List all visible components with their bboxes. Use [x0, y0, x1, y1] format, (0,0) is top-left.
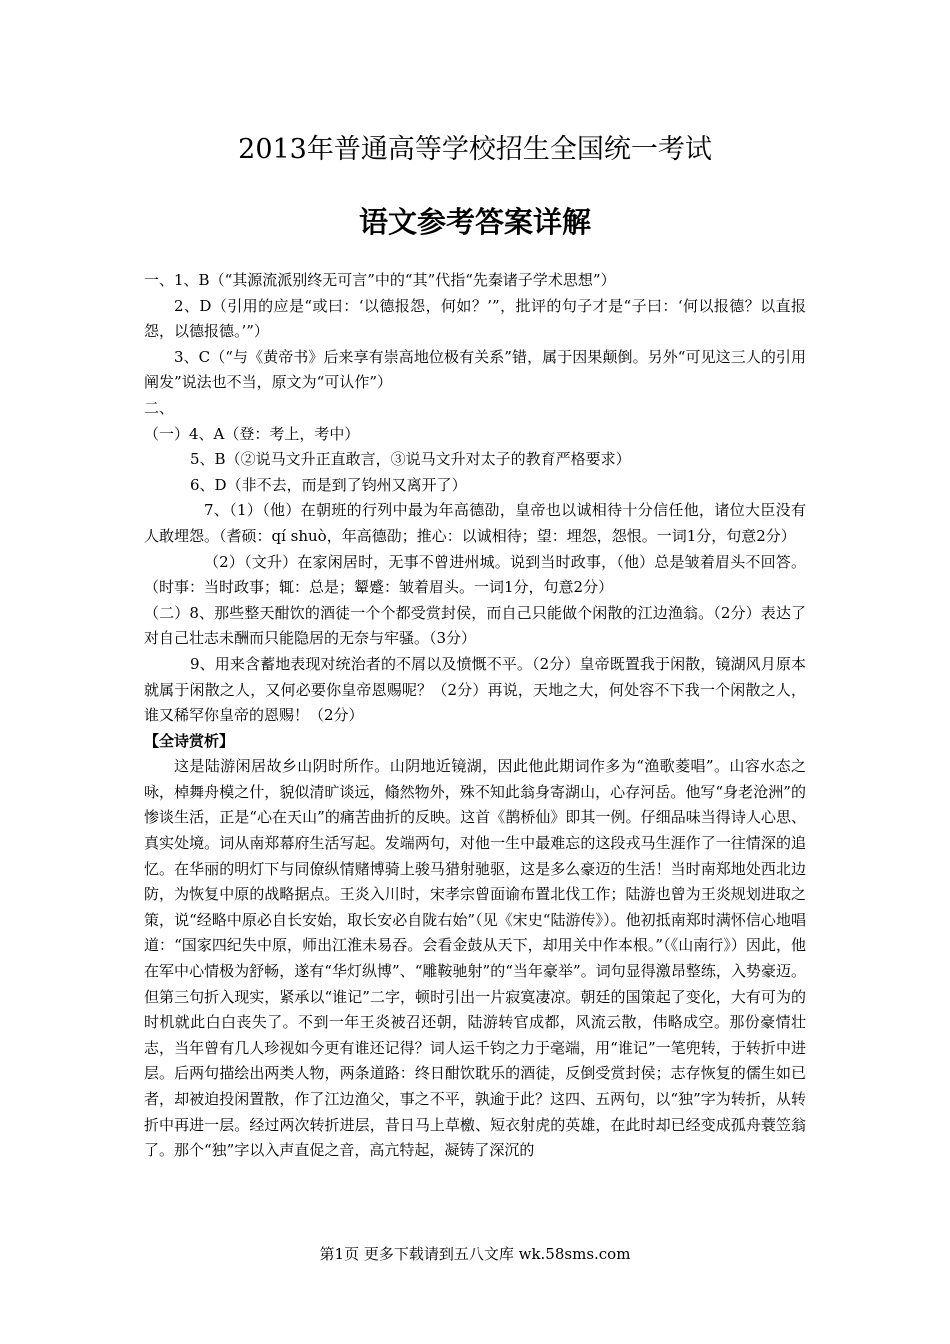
appreciation-heading: 【全诗赏析】 — [144, 731, 235, 750]
answer-1: 一、1、B（“其源流派别终无可言”中的“其”代指“先秦诸子学术思想”） — [144, 271, 616, 289]
answer-9: 9、用来含蓄地表现对统治者的不屑以及愤慨不平。（2分）皇帝既置我于闲散，镜湖风月原本就属于闲散之人，又何必要你皇帝恩赐呢？（2分）再说，天地之大，何处容不下我一个闲散之人，谁又稀罕你皇帝的恩赐！（2分） — [144, 654, 806, 725]
appreciation-text: 这是陆游闲居故乡山阴时所作。山阴地近镜湖，因此他此期词作多为“渔歌菱唱”。山容水态之咏，棹舞舟模之什，貌似清旷谈远，翛然物外，殊不知此翁身寄湖山，心存河岳。他写“身老沧洲”的惨谈生活，正是“心在天山”的痛苦曲折的反映。这首《鹊桥仙》即其一例。仔细品味当得诗人心思、真实处境。词从南郑幕府生活写起。发端两句，对他一生中最难忘的这段戎马生涯作了一往情深的追忆。在华丽的明灯下与同僚纵情赌博骑上骏马猎射驰驱，这是多么豪迈的生活！当时南郑地处西北边防，为恢复中原的战略据点。王炎入川时，宋孝宗曾面谕布置北伐工作；陆游也曾为王炎规划进取之策，说“经略中原必自长安始，取长安必自陇右始”（见《宋史“陆游传》）。他初抵南郑时满怀信心地唱道：“国家四纪失中原，师出江淮未易吞。会看金鼓从天下，却用关中作本根。”（《山南行》）因此，他在军中心情极为舒畅，遂有“华灯纵博”、“雕鞍驰射”的“当年豪举”。词句显得激昂整练，入势豪迈。但第三句折入现实，紧承以“谁记”二字，顿时引出一片寂寞凄凉。朝廷的国策起了变化，大有可为的时机就此白白丧失了。不到一年王炎被召还朝，陆游转官成都，风流云散，伟略成空。那份豪情壮志，当年曾有几人珍视如今更有谁还记得？词人运千钧之力于毫端，用“谁记”一笔兜转，于转折中进层。后两句描绘出两类人物，两条道路：终日酣饮耽乐的酒徒，反倒受赏封侯；志存恢复的儒生如已者，却被迫投闲置散，作了江边渔父，事之不平，孰逾于此？这四、五两句，以“独”字为转折，从转折中再进一层。经过两次转折进层，昔日马上草檄、短衣射虎的英雄，在此时却已经变成孤舟蓑笠翁了。那个“独”字以入声直促之音，高亢特起，凝铸了深沉的 — [144, 757, 806, 1160]
answer-body — [144, 268, 806, 1164]
answer-2: 2、D（引用的应是“或曰：‘以德报怨，何如？’”，批评的句子才是“子曰：‘何以报德？以直报怨，以德报德。’”） — [144, 296, 806, 341]
page-subtitle: 语文参考答案详解 — [358, 205, 591, 239]
answer-7-2: （2）（文升）在家闲居时，无事不曾进州城。说到当时政事，（他）总是皱着眉头不回答。（时事：当时政事；辄：总是；颦蹙：皱着眉头。一词1分，句意2分） — [144, 552, 806, 597]
section-2-label: 二、 — [144, 398, 175, 417]
page-footer: 第1页 更多下载请到五八文库 wk.58sms.com — [319, 1245, 631, 1263]
answer-7-1: 7、（1）（他）在朝班的行列中最为年高德劭，皇帝也以诚相待十分信任他，诸位大臣没有人敢埋怨。（耆硕：qí shuò，年高德劭；推心：以诚相待；望：埋怨，怨恨。一词1分，句意2分） — [144, 501, 806, 545]
answer-4: （一）4、A（登：考上，考中） — [144, 424, 360, 443]
answer-6: 6、D（非不去，而是到了钧州又离开了） — [190, 475, 467, 494]
page-title: 2013年普通高等学校招生全国统一考试 — [238, 134, 712, 165]
answer-3: 3、C（“与《黄帝书》后来享有崇高地位极有关系”错，属于因果颠倒。另外“可见这三人的引用阐发”说法也不当，原文为“可认作”） — [144, 347, 806, 392]
answer-5: 5、B（②说马文升正直敢言，③说马文升对太子的教育严格要求） — [190, 450, 631, 469]
answer-8: （二）8、那些整天酣饮的酒徒一个个都受赏封侯，而自己只能做个闲散的江边渔翁。（2分）表达了对自己壮志未酬而只能隐居的无奈与牢骚。（3分） — [144, 603, 806, 648]
